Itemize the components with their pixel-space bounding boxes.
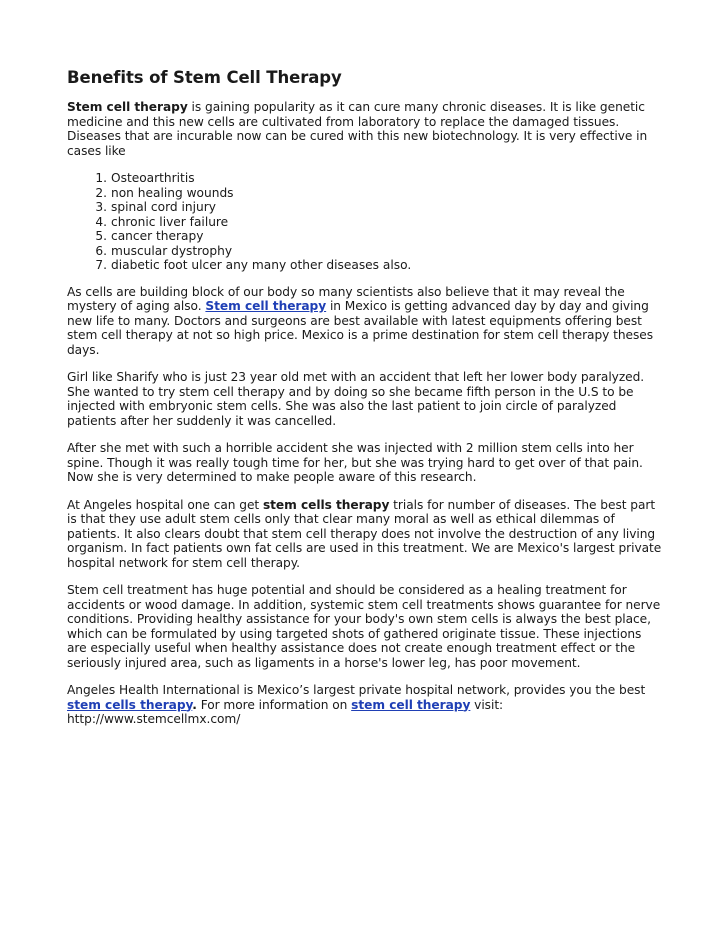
contact-text-before: Angeles Health International is Mexico’s largest private hospital network, provides you the best [67,683,646,697]
contact-period: . For more information on [192,697,352,712]
aging-text-after: in Mexico is getting advanced day by day and giving new life to many. Doctors and surgeons are best available with latest equipments offering best stem cell therapy at not so high price. Mexico is a prime destination for stem cell therapy theses days. [67,299,654,357]
list-number: 3. [95,200,107,214]
list-number: 1. [95,171,107,185]
intro-bold-lead: Stem cell therapy [67,100,188,114]
accident-paragraph: After she met with such a horrible accident she was injected with 2 million stem cells into her spine. Though it was really tough time for her, but she was trying hard to get over of that pain. Now she is very determined to make people aware of this research. [67,441,643,484]
list-text: chronic liver failure [111,214,229,229]
intro-paragraph [67,100,663,158]
stem-cell-therapy-info-link[interactable]: stem cell therapy [351,697,471,712]
list-number: 7. [95,258,107,272]
angeles-bold-term: stem cells therapy [262,497,390,512]
list-item [67,229,663,244]
list-number: 5. [95,229,107,243]
list-text: spinal cord injury [111,200,216,214]
list-text: non healing wounds [111,185,234,200]
list-text: muscular dystrophy [111,243,233,258]
angeles-text-before: At Angeles hospital one can get [67,497,263,512]
list-number: 2. [95,185,107,200]
disease-list [67,171,663,273]
list-item [67,186,663,201]
list-text: cancer therapy [111,229,204,243]
intro-text: is gaining popularity as it can cure many chronic diseases. It is like genetic medicine and this new cells are cultivated from laboratory to replace the damaged tissues. Diseases that are incurable now can be cured with this new biotechnology. It is very effective in cases like [67,100,648,158]
aging-text-before: As cells are building block of our body so many scientists also believe that it may reveal the mystery of aging also. [67,284,625,313]
page-title: Benefits of Stem Cell Therapy [67,68,342,87]
article [67,68,663,740]
list-item [67,171,663,186]
list-number: 6. [95,243,107,258]
aging-paragraph [67,285,663,358]
list-item [67,244,663,259]
list-item [67,258,663,273]
list-item [67,215,663,230]
list-text: Osteoarthritis [111,171,195,185]
contact-paragraph [67,683,663,727]
sharify-paragraph: Girl like Sharify who is just 23 year old met with an accident that left her lower body paralyzed. She wanted to try stem cell therapy and by doing so she became fifth person in the U.S to be injected with embryonic stem cells. She was also the last patient to join circle of paralyzed patients after her suddenly it was cancelled. [67,370,645,428]
contact-visit-text: visit: [470,697,504,712]
website-url: http://www.stemcellmx.com/ [67,712,241,726]
list-number: 4. [95,214,107,229]
stem-cell-therapy-link[interactable]: Stem cell therapy [205,299,327,313]
treatment-paragraph: Stem cell treatment has huge potential and should be considered as a healing treatment for accidents or wood damage. In addition, systemic stem cell treatments shows guarantee for nerve conditions. Providing healthy assistance for your body's own stem cells is always the best place, which can be formulated by using targeted shots of gathered originate tissue. These injections are especially useful when healthy assistance does not create enough treatment effect or the seriously injured area, such as ligaments in a horse's lower leg, has poor movement. [67,583,661,670]
list-item [67,200,663,215]
angeles-text-after: trials for number of diseases. The best part is that they use adult stem cells only that clear many moral as well as ethical dilemmas of patients. It also clears doubt that stem cell therapy does not involve the destruction of any living organism. In fact patients own fat cells are used in this treatment. We are Mexico's largest private hospital network for stem cell therapy. [67,497,662,570]
list-text: diabetic foot ulcer any many other diseases also. [111,258,412,272]
angeles-hospital-paragraph [67,498,663,571]
stem-cells-therapy-link[interactable]: stem cells therapy [67,697,193,712]
